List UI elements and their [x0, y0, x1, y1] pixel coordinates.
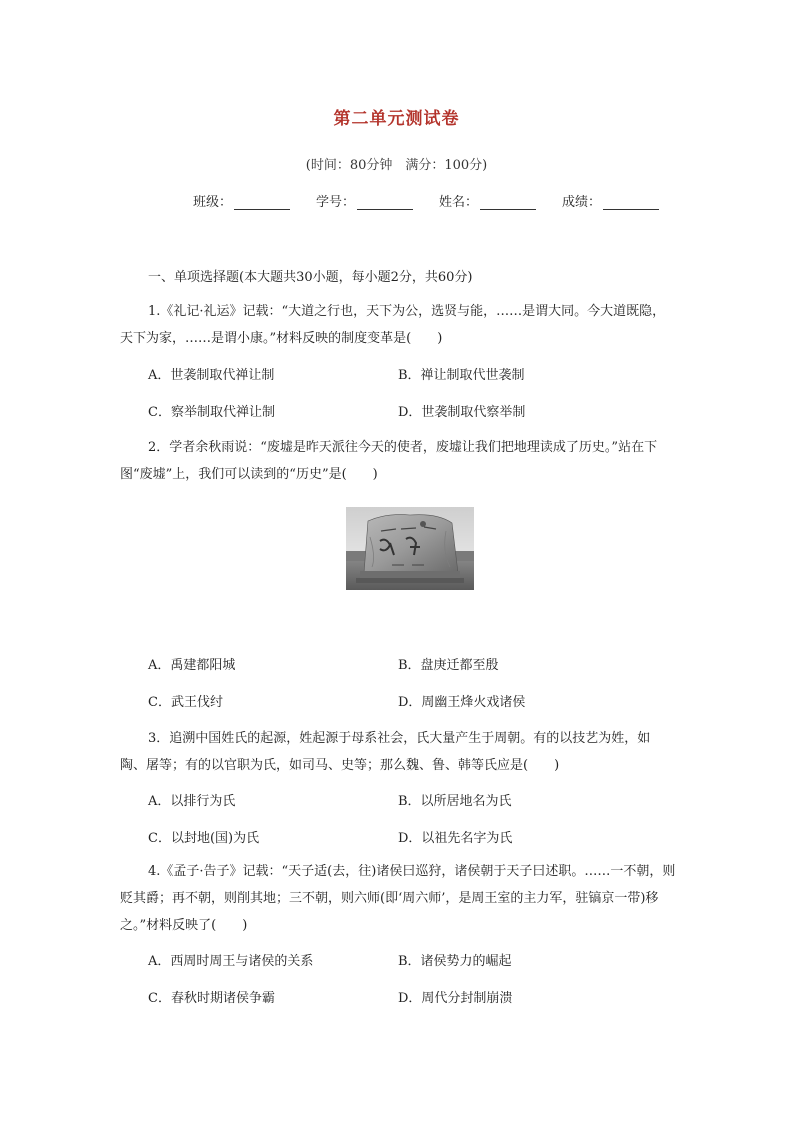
score-label: 成绩：	[562, 195, 602, 210]
score-blank[interactable]	[603, 195, 659, 210]
q3-option-b[interactable]: B．以所居地名为氏	[398, 794, 512, 809]
q3-option-c[interactable]: C．以封地(国)为氏	[148, 831, 260, 846]
q2-option-c[interactable]: C．武王伐纣	[148, 695, 223, 710]
score-field	[562, 191, 659, 210]
name-blank[interactable]	[480, 195, 536, 210]
name-label: 姓名：	[439, 195, 479, 210]
student-id-label: 学号：	[316, 195, 356, 210]
question-1-stem: 1.《礼记·礼运》记载：“大道之行也，天下为公，选贤与能，……是谓大同。今大道既隐，天下为家，……是谓小康。”材料反映的制度变革是( )	[120, 304, 666, 346]
question-2-stem: 2．学者余秋雨说：“废墟是昨天派往今天的使者，废墟让我们把地理读成了历史。”站在下图“废墟”上，我们可以读到的“历史”是( )	[120, 440, 658, 482]
q1-option-a[interactable]: A．世袭制取代禅让制	[148, 368, 275, 383]
q1-option-d[interactable]: D．世袭制取代察举制	[398, 405, 526, 420]
ruins-stone-photo	[346, 507, 474, 590]
exam-meta: (时间：80分钟 满分：100分)	[305, 158, 488, 173]
q2-option-b[interactable]: B．盘庚迁都至殷	[398, 658, 499, 673]
page-title: 第二单元测试卷	[333, 109, 460, 129]
q1-option-b[interactable]: B．禅让制取代世袭制	[398, 368, 525, 383]
student-info	[193, 191, 659, 210]
student-id-field	[316, 191, 413, 210]
q4-option-d[interactable]: D．周代分封制崩溃	[398, 991, 513, 1006]
section-heading: 一、单项选择题(本大题共30小题，每小题2分，共60分)	[148, 270, 473, 285]
class-label: 班级：	[193, 195, 233, 210]
name-field	[439, 191, 536, 210]
q4-option-a[interactable]: A．西周时周王与诸侯的关系	[148, 954, 314, 969]
q2-option-d[interactable]: D．周幽王烽火戏诸侯	[398, 695, 526, 710]
question-3-stem: 3．追溯中国姓氏的起源，姓起源于母系社会，氏大量产生于周朝。有的以技艺为姓，如陶、屠等；有的以官职为氏，如司马、史等；那么魏、鲁、韩等氏应是( )	[120, 731, 651, 773]
student-id-blank[interactable]	[357, 195, 413, 210]
q3-option-a[interactable]: A．以排行为氏	[148, 794, 236, 809]
q4-option-b[interactable]: B．诸侯势力的崛起	[398, 954, 512, 969]
q3-option-d[interactable]: D．以祖先名字为氏	[398, 831, 513, 846]
class-field	[193, 191, 290, 210]
question-4-stem: 4.《孟子·告子》记载：“天子适(去，往)诸侯曰巡狩，诸侯朝于天子曰述职。……一不朝，则贬其爵；再不朝，则削其地；三不朝，则六师(即‘周六师’，是周王室的主力军，驻镐京一带)移之。”材料反映了( )	[120, 864, 676, 933]
class-blank[interactable]	[234, 195, 290, 210]
q4-option-c[interactable]: C．春秋时期诸侯争霸	[148, 991, 275, 1006]
q2-option-a[interactable]: A．禹建都阳城	[148, 658, 236, 673]
q1-option-c[interactable]: C．察举制取代禅让制	[148, 405, 275, 420]
